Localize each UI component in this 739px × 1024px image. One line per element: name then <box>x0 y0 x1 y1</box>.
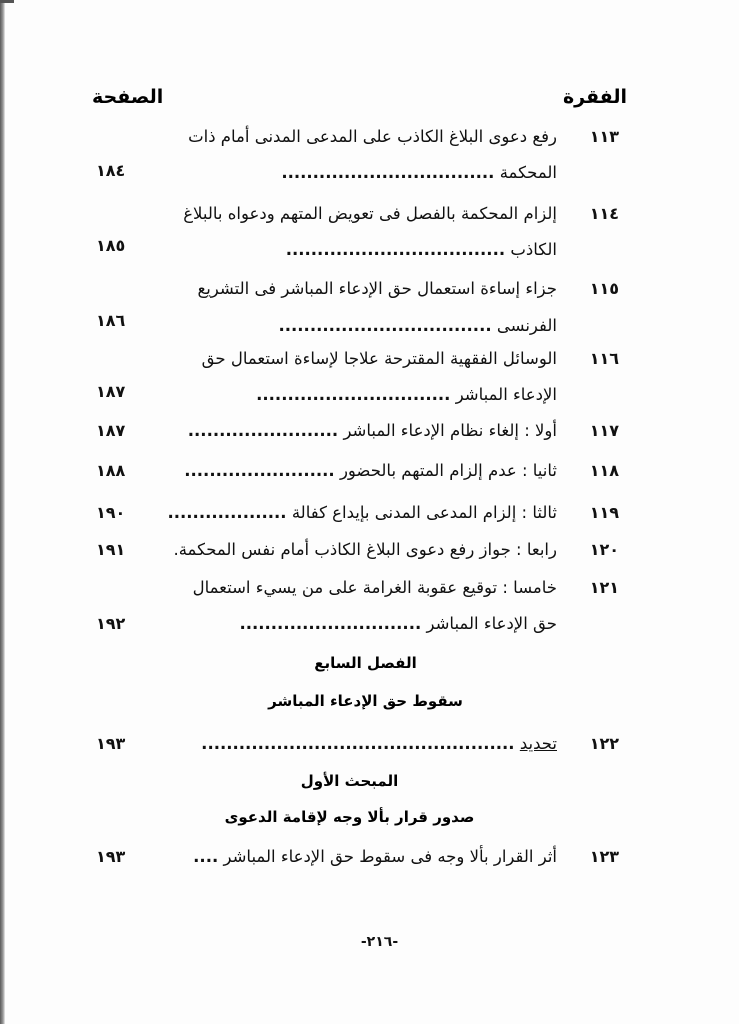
page-folio: -٢١٦- <box>360 934 399 950</box>
paragraph-number: ١٢٠ <box>589 540 619 559</box>
entry-title: إلزام المحكمة بالفصل فى تعويض المتهم ودعواه بالبلاغ <box>183 204 557 223</box>
leader-dots: ........................ <box>184 461 335 480</box>
entry-title: رابعا : جواز رفع دعوى البلاغ الكاذب أمام نفس المحكمة. <box>173 540 557 559</box>
leader-dots: ........................ <box>187 421 339 440</box>
entry-title: ثانيا : عدم إلزام المتهم بالحضور ........................ <box>184 461 557 480</box>
chapter-title: الفصل السابع <box>314 654 417 672</box>
paragraph-number: ١٢٣ <box>589 847 619 866</box>
section-title: المبحث الأول <box>300 772 399 790</box>
paragraph-number: ١١٤ <box>589 204 619 223</box>
page-number: ١٨٦ <box>96 311 126 330</box>
entry-title: ثالثا : إلزام المدعى المدنى بإيداع كفالة ................... <box>167 503 557 522</box>
entry-title-continued: المحكمة .................................. <box>281 163 557 182</box>
paragraph-number: ١١٥ <box>589 279 619 298</box>
page-number: ١٩٠ <box>96 503 126 522</box>
page-number: ١٨٨ <box>96 461 126 480</box>
entry-title: جزاء إساءة استعمال حق الإدعاء المباشر فى التشريع <box>197 279 557 298</box>
paragraph-number: ١١٨ <box>589 461 619 480</box>
page-number: ١٨٥ <box>96 236 126 255</box>
paragraph-number: ١١٣ <box>589 127 619 146</box>
page-number: ١٩١ <box>96 540 126 559</box>
paragraph-number: ١١٧ <box>589 421 619 440</box>
page-number: ١٩٢ <box>96 614 126 633</box>
leader-dots: .................................. <box>278 316 492 335</box>
paragraph-number: ١٢٢ <box>589 734 619 753</box>
leader-dots: ............................... <box>256 385 451 404</box>
scan-page-edge <box>0 0 5 1024</box>
leader-dots: .... <box>193 847 219 866</box>
leader-dots: .................................................. <box>201 734 515 753</box>
entry-title: تحديد .................................................. <box>201 734 557 753</box>
column-header-paragraph: الفقرة <box>562 86 627 108</box>
entry-title: الوسائل الفقهية المقترحة علاجا لإساءة استعمال حق <box>201 349 557 368</box>
leader-dots: ............................. <box>239 614 422 633</box>
entry-title-continued: الفرنسى .................................. <box>278 316 557 335</box>
entry-title-continued: الكاذب ................................... <box>285 240 557 259</box>
entry-title: رفع دعوى البلاغ الكاذب على المدعى المدنى أمام ذات <box>188 127 557 146</box>
chapter-subtitle: سقوط حق الإدعاء المباشر <box>268 692 463 710</box>
paragraph-number: ١١٦ <box>589 349 619 368</box>
entry-title-continued: الإدعاء المباشر ............................... <box>256 385 557 404</box>
paragraph-number: ١١٩ <box>589 503 619 522</box>
column-header-page: الصفحة <box>92 86 164 108</box>
leader-dots: ................... <box>167 503 287 522</box>
page-number: ١٩٣ <box>96 847 126 866</box>
section-subtitle: صدور قرار بألا وجه لإقامة الدعوى <box>224 808 475 826</box>
leader-dots: ................................... <box>285 240 506 259</box>
page-number: ١٨٧ <box>96 421 126 440</box>
entry-title: خامسا : توقيع عقوبة الغرامة على من يسيء استعمال <box>192 578 557 597</box>
entry-title: أثر القرار بألا وجه فى سقوط حق الإدعاء المباشر .... <box>193 847 557 866</box>
page-number: ١٨٧ <box>96 382 126 401</box>
entry-title: أولا : إلغاء نظام الإدعاء المباشر ........................ <box>187 421 557 440</box>
entry-title-continued: حق الإدعاء المباشر ............................. <box>239 614 557 633</box>
page-number: ١٩٣ <box>96 734 126 753</box>
scan-page-corner <box>0 0 14 3</box>
page-number: ١٨٤ <box>96 161 126 180</box>
paragraph-number: ١٢١ <box>589 578 619 597</box>
leader-dots: .................................. <box>281 163 495 182</box>
